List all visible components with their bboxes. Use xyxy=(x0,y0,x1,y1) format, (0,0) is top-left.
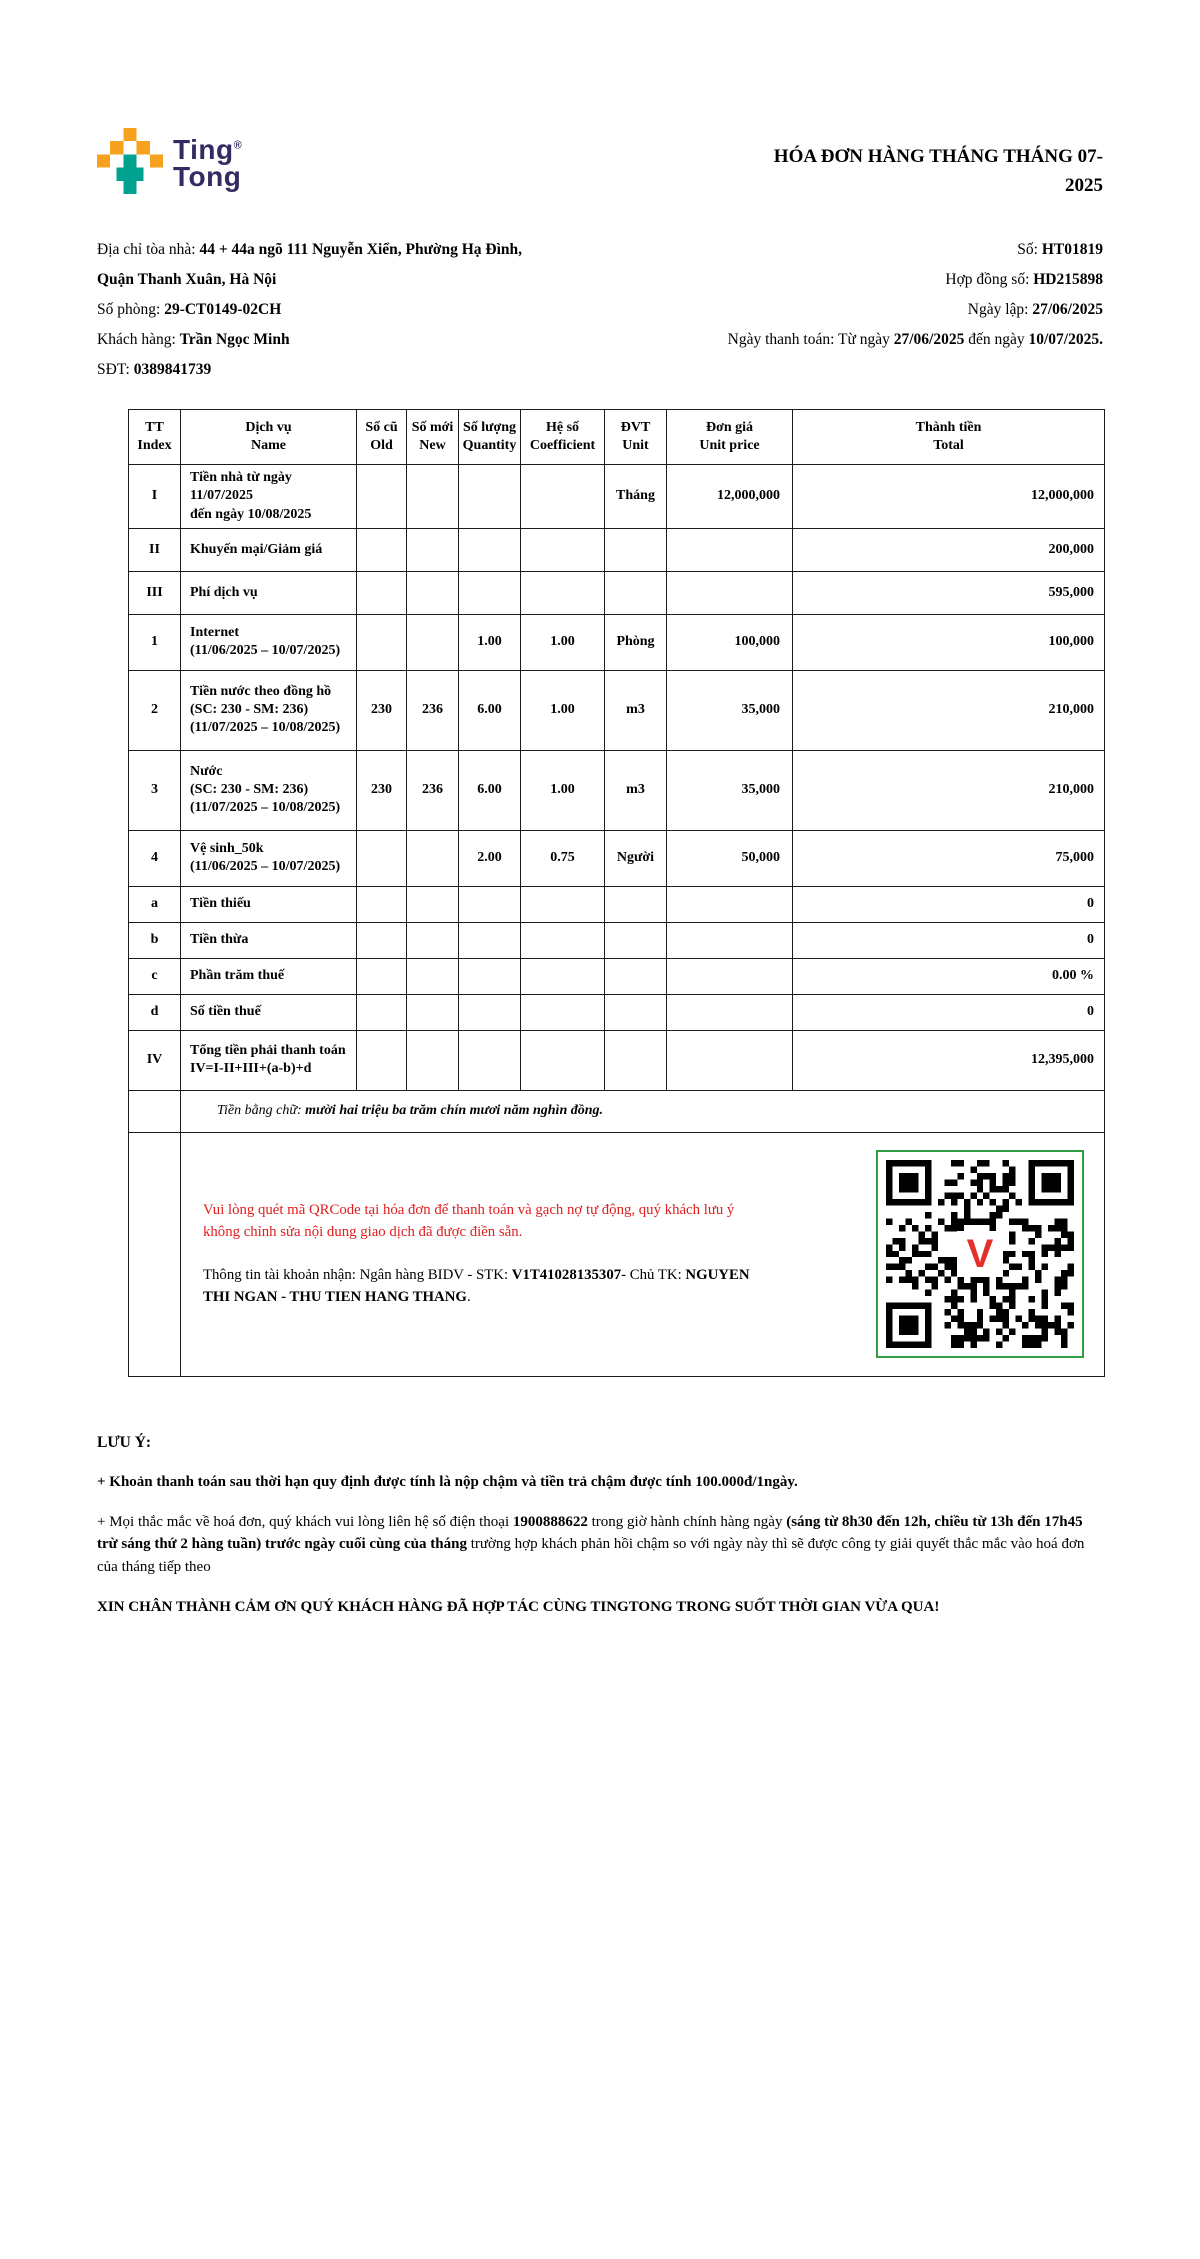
unit xyxy=(605,528,667,571)
coefficient xyxy=(521,571,605,614)
payment-cell xyxy=(181,1132,1105,1376)
col-header-new: Số mới New xyxy=(407,409,459,464)
old-reading xyxy=(357,1030,407,1090)
col-header-index: TT Index xyxy=(129,409,181,464)
bank-account-info: Thông tin tài khoản nhận: Ngân hàng BIDV - STK: V1T41028135307- Chủ TK: NGUYEN THI NGAN - THU TIEN HANG THANG. xyxy=(203,1267,750,1305)
unit xyxy=(605,571,667,614)
total: 0 xyxy=(793,994,1105,1030)
row-index: c xyxy=(129,958,181,994)
customer-name: Khách hàng: Trần Ngọc Minh xyxy=(97,330,290,348)
coefficient: 0.75 xyxy=(521,830,605,886)
quantity xyxy=(459,465,521,529)
info-row xyxy=(97,235,1103,265)
contact-note: + Mọi thắc mắc về hoá đơn, quý khách vui lòng liên hệ số điện thoại 1900888622 trong giờ hành chính hàng ngày (sáng từ 8h30 đến 12h, chiều từ 13h đến 17h45 trừ sáng thứ 2 hàng tuần) trước ngày cuối cùng của tháng trường hợp khách phản hồi chậm so với ngày này thì sẽ được công ty giải quyết thắc mắc vào hoá đơn của tháng tiếp theo xyxy=(97,1513,1085,1575)
total: 595,000 xyxy=(793,571,1105,614)
table-row xyxy=(129,750,1105,830)
col-header-coefficient: Hệ số Coefficient xyxy=(521,409,605,464)
new-reading xyxy=(407,994,459,1030)
table-row xyxy=(129,922,1105,958)
col-header-total: Thành tiền Total xyxy=(793,409,1105,464)
old-reading xyxy=(357,614,407,670)
new-reading xyxy=(407,922,459,958)
quantity xyxy=(459,571,521,614)
quantity: 2.00 xyxy=(459,830,521,886)
quantity xyxy=(459,922,521,958)
new-reading xyxy=(407,528,459,571)
new-reading: 236 xyxy=(407,750,459,830)
row-index: 3 xyxy=(129,750,181,830)
table-row xyxy=(129,830,1105,886)
unit xyxy=(605,958,667,994)
coefficient xyxy=(521,528,605,571)
old-reading xyxy=(357,830,407,886)
unit xyxy=(605,886,667,922)
table-row xyxy=(129,670,1105,750)
table-row xyxy=(129,528,1105,571)
amount-in-words-row xyxy=(129,1090,1105,1132)
info-row xyxy=(97,265,1103,295)
payment-instructions xyxy=(203,1200,768,1308)
old-reading xyxy=(357,465,407,529)
invoice-title: HÓA ĐƠN HÀNG THÁNG THÁNG 07- 2025 xyxy=(773,146,1103,197)
unit-price: 12,000,000 xyxy=(667,465,793,529)
coefficient xyxy=(521,922,605,958)
table-header xyxy=(129,409,1105,464)
new-reading: 236 xyxy=(407,670,459,750)
table-row xyxy=(129,465,1105,529)
new-reading xyxy=(407,958,459,994)
service-name: Khuyến mại/Giảm giá xyxy=(181,528,357,571)
new-reading xyxy=(407,465,459,529)
invoice-number: Số: HT01819 xyxy=(1017,240,1103,258)
new-reading xyxy=(407,571,459,614)
unit: m3 xyxy=(605,750,667,830)
col-header-unit-price: Đơn giá Unit price xyxy=(667,409,793,464)
header xyxy=(97,128,1103,201)
row-index: I xyxy=(129,465,181,529)
coefficient: 1.00 xyxy=(521,750,605,830)
unit-price: 35,000 xyxy=(667,750,793,830)
old-reading xyxy=(357,922,407,958)
amount-in-words: Tiền bằng chữ: mười hai triệu ba trăm chín mươi năm nghìn đồng. xyxy=(181,1090,1105,1132)
services-table xyxy=(128,409,1105,1377)
coefficient: 1.00 xyxy=(521,670,605,750)
old-reading xyxy=(357,528,407,571)
tingtong-logo-icon xyxy=(97,128,163,199)
unit-price xyxy=(667,528,793,571)
total: 75,000 xyxy=(793,830,1105,886)
col-header-name: Dịch vụ Name xyxy=(181,409,357,464)
unit: Tháng xyxy=(605,465,667,529)
total: 0 xyxy=(793,922,1105,958)
coefficient xyxy=(521,465,605,529)
coefficient xyxy=(521,958,605,994)
info-row xyxy=(97,325,1103,355)
coefficient xyxy=(521,1030,605,1090)
total: 12,000,000 xyxy=(793,465,1105,529)
empty-cell xyxy=(129,1132,181,1376)
unit: Người xyxy=(605,830,667,886)
service-name: Tiền thiếu xyxy=(181,886,357,922)
row-index: II xyxy=(129,528,181,571)
unit-price xyxy=(667,922,793,958)
contract-number: Hợp đồng số: HD215898 xyxy=(945,270,1103,288)
quantity xyxy=(459,1030,521,1090)
unit-price xyxy=(667,886,793,922)
building-address: Địa chỉ tòa nhà: 44 + 44a ngõ 111 Nguyễn Xiển, Phường Hạ Đình, xyxy=(97,240,523,258)
total: 0.00 % xyxy=(793,958,1105,994)
total: 12,395,000 xyxy=(793,1030,1105,1090)
table-row xyxy=(129,614,1105,670)
old-reading: 230 xyxy=(357,670,407,750)
service-name: Tiền nhà từ ngày 11/07/2025 đến ngày 10/08/2025 xyxy=(181,465,357,529)
quantity xyxy=(459,958,521,994)
qr-instruction-text: Vui lòng quét mã QRCode tại hóa đơn để thanh toán và gạch nợ tự động, quý khách lưu ý không chỉnh sửa nội dung giao dịch đã được điền sẵn. xyxy=(203,1202,735,1240)
total: 210,000 xyxy=(793,750,1105,830)
quantity: 6.00 xyxy=(459,670,521,750)
service-name: Tiền nước theo đồng hồ (SC: 230 - SM: 236) (11/07/2025 – 10/08/2025) xyxy=(181,670,357,750)
qr-code xyxy=(876,1150,1084,1358)
row-index: d xyxy=(129,994,181,1030)
new-reading xyxy=(407,614,459,670)
unit-price xyxy=(667,1030,793,1090)
coefficient: 1.00 xyxy=(521,614,605,670)
old-reading xyxy=(357,571,407,614)
unit: m3 xyxy=(605,670,667,750)
quantity: 6.00 xyxy=(459,750,521,830)
room-number: Số phòng: 29-CT0149-02CH xyxy=(97,300,282,318)
service-name: Tổng tiền phải thanh toán IV=I-II+III+(a-b)+d xyxy=(181,1030,357,1090)
table-row xyxy=(129,886,1105,922)
empty-cell xyxy=(129,1090,181,1132)
quantity xyxy=(459,886,521,922)
row-index: b xyxy=(129,922,181,958)
new-reading xyxy=(407,1030,459,1090)
col-header-quantity: Số lượng Quantity xyxy=(459,409,521,464)
unit-price: 50,000 xyxy=(667,830,793,886)
quantity xyxy=(459,528,521,571)
unit-price xyxy=(667,958,793,994)
footer-notes xyxy=(97,1431,1103,1619)
tingtong-logo-text: Ting® Tong xyxy=(173,134,243,192)
issue-date: Ngày lập: 27/06/2025 xyxy=(967,300,1103,318)
col-header-unit: ĐVT Unit xyxy=(605,409,667,464)
total: 0 xyxy=(793,886,1105,922)
row-index: a xyxy=(129,886,181,922)
unit xyxy=(605,1030,667,1090)
service-name: Tiền thừa xyxy=(181,922,357,958)
row-index: 1 xyxy=(129,614,181,670)
col-header-old: Số cũ Old xyxy=(357,409,407,464)
info-row xyxy=(97,355,1103,385)
registered-mark-icon: ® xyxy=(233,140,243,153)
service-name: Vệ sinh_50k (11/06/2025 – 10/07/2025) xyxy=(181,830,357,886)
info-row xyxy=(97,295,1103,325)
unit-price xyxy=(667,571,793,614)
vietqr-v-icon: V xyxy=(957,1231,1003,1277)
unit-price xyxy=(667,994,793,1030)
quantity: 1.00 xyxy=(459,614,521,670)
old-reading xyxy=(357,994,407,1030)
coefficient xyxy=(521,994,605,1030)
service-name: Số tiền thuế xyxy=(181,994,357,1030)
new-reading xyxy=(407,830,459,886)
tingtong-logo xyxy=(97,128,242,199)
payment-date: Ngày thanh toán: Từ ngày 27/06/2025 đến ngày 10/07/2025. xyxy=(727,330,1103,348)
coefficient xyxy=(521,886,605,922)
unit-price: 35,000 xyxy=(667,670,793,750)
phone-number: SĐT: 0389841739 xyxy=(97,360,212,378)
service-name: Internet (11/06/2025 – 10/07/2025) xyxy=(181,614,357,670)
building-address-line2: Quận Thanh Xuân, Hà Nội xyxy=(97,270,277,288)
total: 210,000 xyxy=(793,670,1105,750)
service-name: Nước (SC: 230 - SM: 236) (11/07/2025 – 10/08/2025) xyxy=(181,750,357,830)
unit xyxy=(605,922,667,958)
table-row xyxy=(129,994,1105,1030)
notes-heading: LƯU Ý: xyxy=(97,1433,152,1451)
table-row xyxy=(129,958,1105,994)
unit: Phòng xyxy=(605,614,667,670)
old-reading xyxy=(357,958,407,994)
total: 100,000 xyxy=(793,614,1105,670)
row-index: III xyxy=(129,571,181,614)
unit-price: 100,000 xyxy=(667,614,793,670)
unit xyxy=(605,994,667,1030)
service-name: Phần trăm thuế xyxy=(181,958,357,994)
late-payment-note: + Khoản thanh toán sau thời hạn quy định được tính là nộp chậm và tiền trả chậm được tính 100.000đ/1ngày. xyxy=(97,1474,798,1491)
new-reading xyxy=(407,886,459,922)
payment-row xyxy=(129,1132,1105,1376)
total: 200,000 xyxy=(793,528,1105,571)
quantity xyxy=(459,994,521,1030)
row-index: 2 xyxy=(129,670,181,750)
table-row xyxy=(129,1030,1105,1090)
old-reading xyxy=(357,886,407,922)
service-name: Phí dịch vụ xyxy=(181,571,357,614)
row-index: IV xyxy=(129,1030,181,1090)
old-reading: 230 xyxy=(357,750,407,830)
invoice-info xyxy=(97,235,1103,385)
row-index: 4 xyxy=(129,830,181,886)
table-row xyxy=(129,571,1105,614)
thank-you-note: XIN CHÂN THÀNH CẢM ƠN QUÝ KHÁCH HÀNG ĐÃ HỢP TÁC CÙNG TINGTONG TRONG SUỐT THỜI GIAN VỪA QUA! xyxy=(97,1599,940,1616)
